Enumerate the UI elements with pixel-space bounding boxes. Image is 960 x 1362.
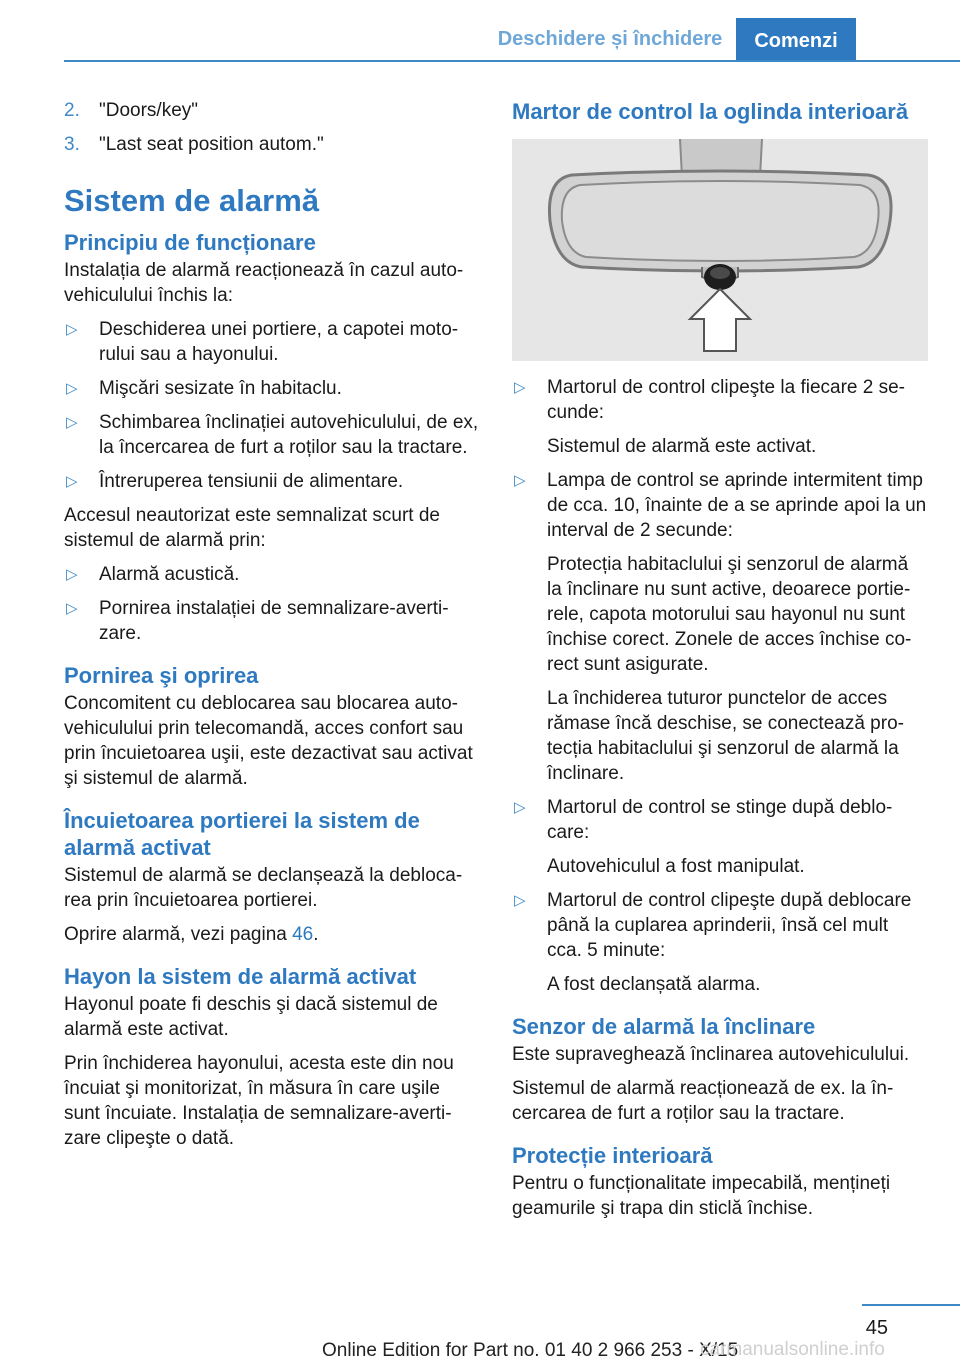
bullet-text: Mişcări sesizate în habitaclu. (99, 378, 342, 399)
page-header (0, 0, 960, 62)
bullet-subtext: A fost declanșată alarma. (547, 974, 761, 995)
subheading-on-off: Pornirea şi oprirea (64, 663, 259, 688)
bullet-item (512, 468, 928, 786)
triangle-bullet-icon: ▷ (66, 566, 78, 583)
triangle-bullet-icon: ▷ (66, 414, 78, 431)
chapter-tab[interactable]: Comenzi (736, 18, 856, 62)
bullet-text: Martorul de control clipeşte la fiecare 2 secunde: (547, 377, 905, 423)
triangle-bullet-icon: ▷ (66, 380, 78, 397)
list-item-text: "Doors/key" (99, 100, 199, 121)
bullet-text: Deschiderea unei portiere, a capotei motorului sau a hayonului. (99, 319, 459, 365)
bullet-item (64, 410, 480, 460)
list-item (64, 98, 480, 123)
bullet-text: Întreruperea tensiunii de alimentare. (99, 471, 404, 492)
subheading-indicator: Martor de control la oglinda interioară (512, 99, 909, 124)
triangle-bullet-icon: ▷ (514, 892, 526, 909)
paragraph: Pentru o funcționalitate impecabilă, mențineți geamurile şi trapa din sticlă închise. (512, 1173, 891, 1219)
list-item (64, 132, 480, 157)
left-column (64, 98, 480, 1160)
bullet-subtext: Sistemul de alarmă este activat. (547, 436, 817, 457)
bullet-item (64, 317, 480, 367)
rear-view-mirror-icon (512, 139, 928, 361)
watermark: carmanualsonline.info (700, 1339, 885, 1360)
paragraph-with-link (64, 922, 480, 947)
list-number: 2. (64, 100, 80, 121)
triangle-bullet-icon: ▷ (514, 472, 526, 489)
subheading-door-lock: Încuietoarea portierei la sistem de alarmă activat (64, 808, 420, 860)
paragraph: Hayonul poate fi deschis şi dacă sistemul de alarmă este activat. (64, 994, 438, 1040)
text: Oprire alarmă, vezi pagina (64, 924, 293, 945)
header-divider (64, 60, 960, 62)
triangle-bullet-icon: ▷ (514, 799, 526, 816)
text: . (313, 924, 319, 945)
bullet-text: Pornirea instalației de semnalizare-avertizare. (99, 598, 449, 644)
bullet-subtext: Protecția habitaclului şi senzorul de alarmă la înclinare nu sunt active, deoarece portierele, capota motorului sau hayonul nu sunt închise corect. Zonele de acces închise corect sunt asigurate. (547, 554, 912, 675)
list-number: 3. (64, 134, 80, 155)
bullet-text: Alarmă acustică. (99, 564, 240, 585)
mirror-figure (512, 139, 928, 361)
list-item-text: "Last seat position autom." (99, 134, 324, 155)
section-title[interactable]: Deschidere și închidere (497, 28, 723, 50)
section-heading: Sistem de alarmă (64, 183, 320, 218)
paragraph: Accesul neautorizat este semnalizat scurt de sistemul de alarmă prin: (64, 505, 440, 551)
bullet-text: Lampa de control se aprinde intermitent timp de cca. 10, înainte de a se aprinde apoi la un interval de 2 secunde: (547, 470, 927, 541)
triangle-bullet-icon: ▷ (66, 321, 78, 338)
paragraph: Sistemul de alarmă reacționează de ex. la încercarea de furt a roților sau la tractare. (512, 1078, 894, 1124)
page-number: 45 (865, 1317, 888, 1339)
bullet-subtext: La închiderea tuturor punctelor de acces rămase încă deschise, se conectează protecția habitaclului şi senzorul de alarmă la înclinare. (547, 688, 904, 784)
online-edition-text: Online Edition for Part no. 01 40 2 966 253 - X/15 (322, 1340, 739, 1361)
bullet-item (64, 469, 480, 494)
paragraph: Instalația de alarmă reacționează în cazul autovehiculului închis la: (64, 260, 464, 306)
bullet-item (64, 376, 480, 401)
subheading-interior: Protecție interioară (512, 1143, 713, 1168)
page-link[interactable]: 46 (292, 924, 314, 945)
bullet-item (64, 562, 480, 587)
bullet-item (64, 596, 480, 646)
paragraph: Prin închiderea hayonului, acesta este din nou încuiat şi monitorizat, în măsura în care uşile sunt încuiate. Instalația de semnalizare-avertizare clipeşte o dată. (64, 1053, 454, 1149)
paragraph: Concomitent cu deblocarea sau blocarea autovehiculului prin telecomandă, acces confort sau prin încuietoarea uşii, este dezactivat sau activat şi sistemul de alarmă. (64, 693, 473, 789)
right-column (512, 98, 928, 1230)
paragraph: Este supraveghează înclinarea autovehiculului. (512, 1044, 910, 1065)
bullet-item (512, 795, 928, 879)
triangle-bullet-icon: ▷ (514, 379, 526, 396)
subheading-tilt-sensor: Senzor de alarmă la înclinare (512, 1014, 816, 1039)
bullet-item (512, 888, 928, 997)
subheading-principle: Principiu de funcționare (64, 230, 316, 255)
bullet-subtext: Autovehiculul a fost manipulat. (547, 856, 805, 877)
footer-divider (862, 1304, 960, 1306)
subheading-tailgate: Hayon la sistem de alarmă activat (64, 964, 417, 989)
triangle-bullet-icon: ▷ (66, 473, 78, 490)
bullet-text: Martorul de control se stinge după deblocare: (547, 797, 893, 843)
bullet-item (512, 375, 928, 459)
triangle-bullet-icon: ▷ (66, 600, 78, 617)
bullet-text: Schimbarea înclinației autovehiculului, de ex, la încercarea de furt a roților sau la tractare. (99, 412, 479, 458)
bullet-text: Martorul de control clipeşte după deblocare până la cuplarea aprinderii, însă cel mult cca. 5 minute: (547, 890, 912, 961)
paragraph: Sistemul de alarmă se declanșează la deblocarea prin încuietoarea portierei. (64, 865, 463, 911)
